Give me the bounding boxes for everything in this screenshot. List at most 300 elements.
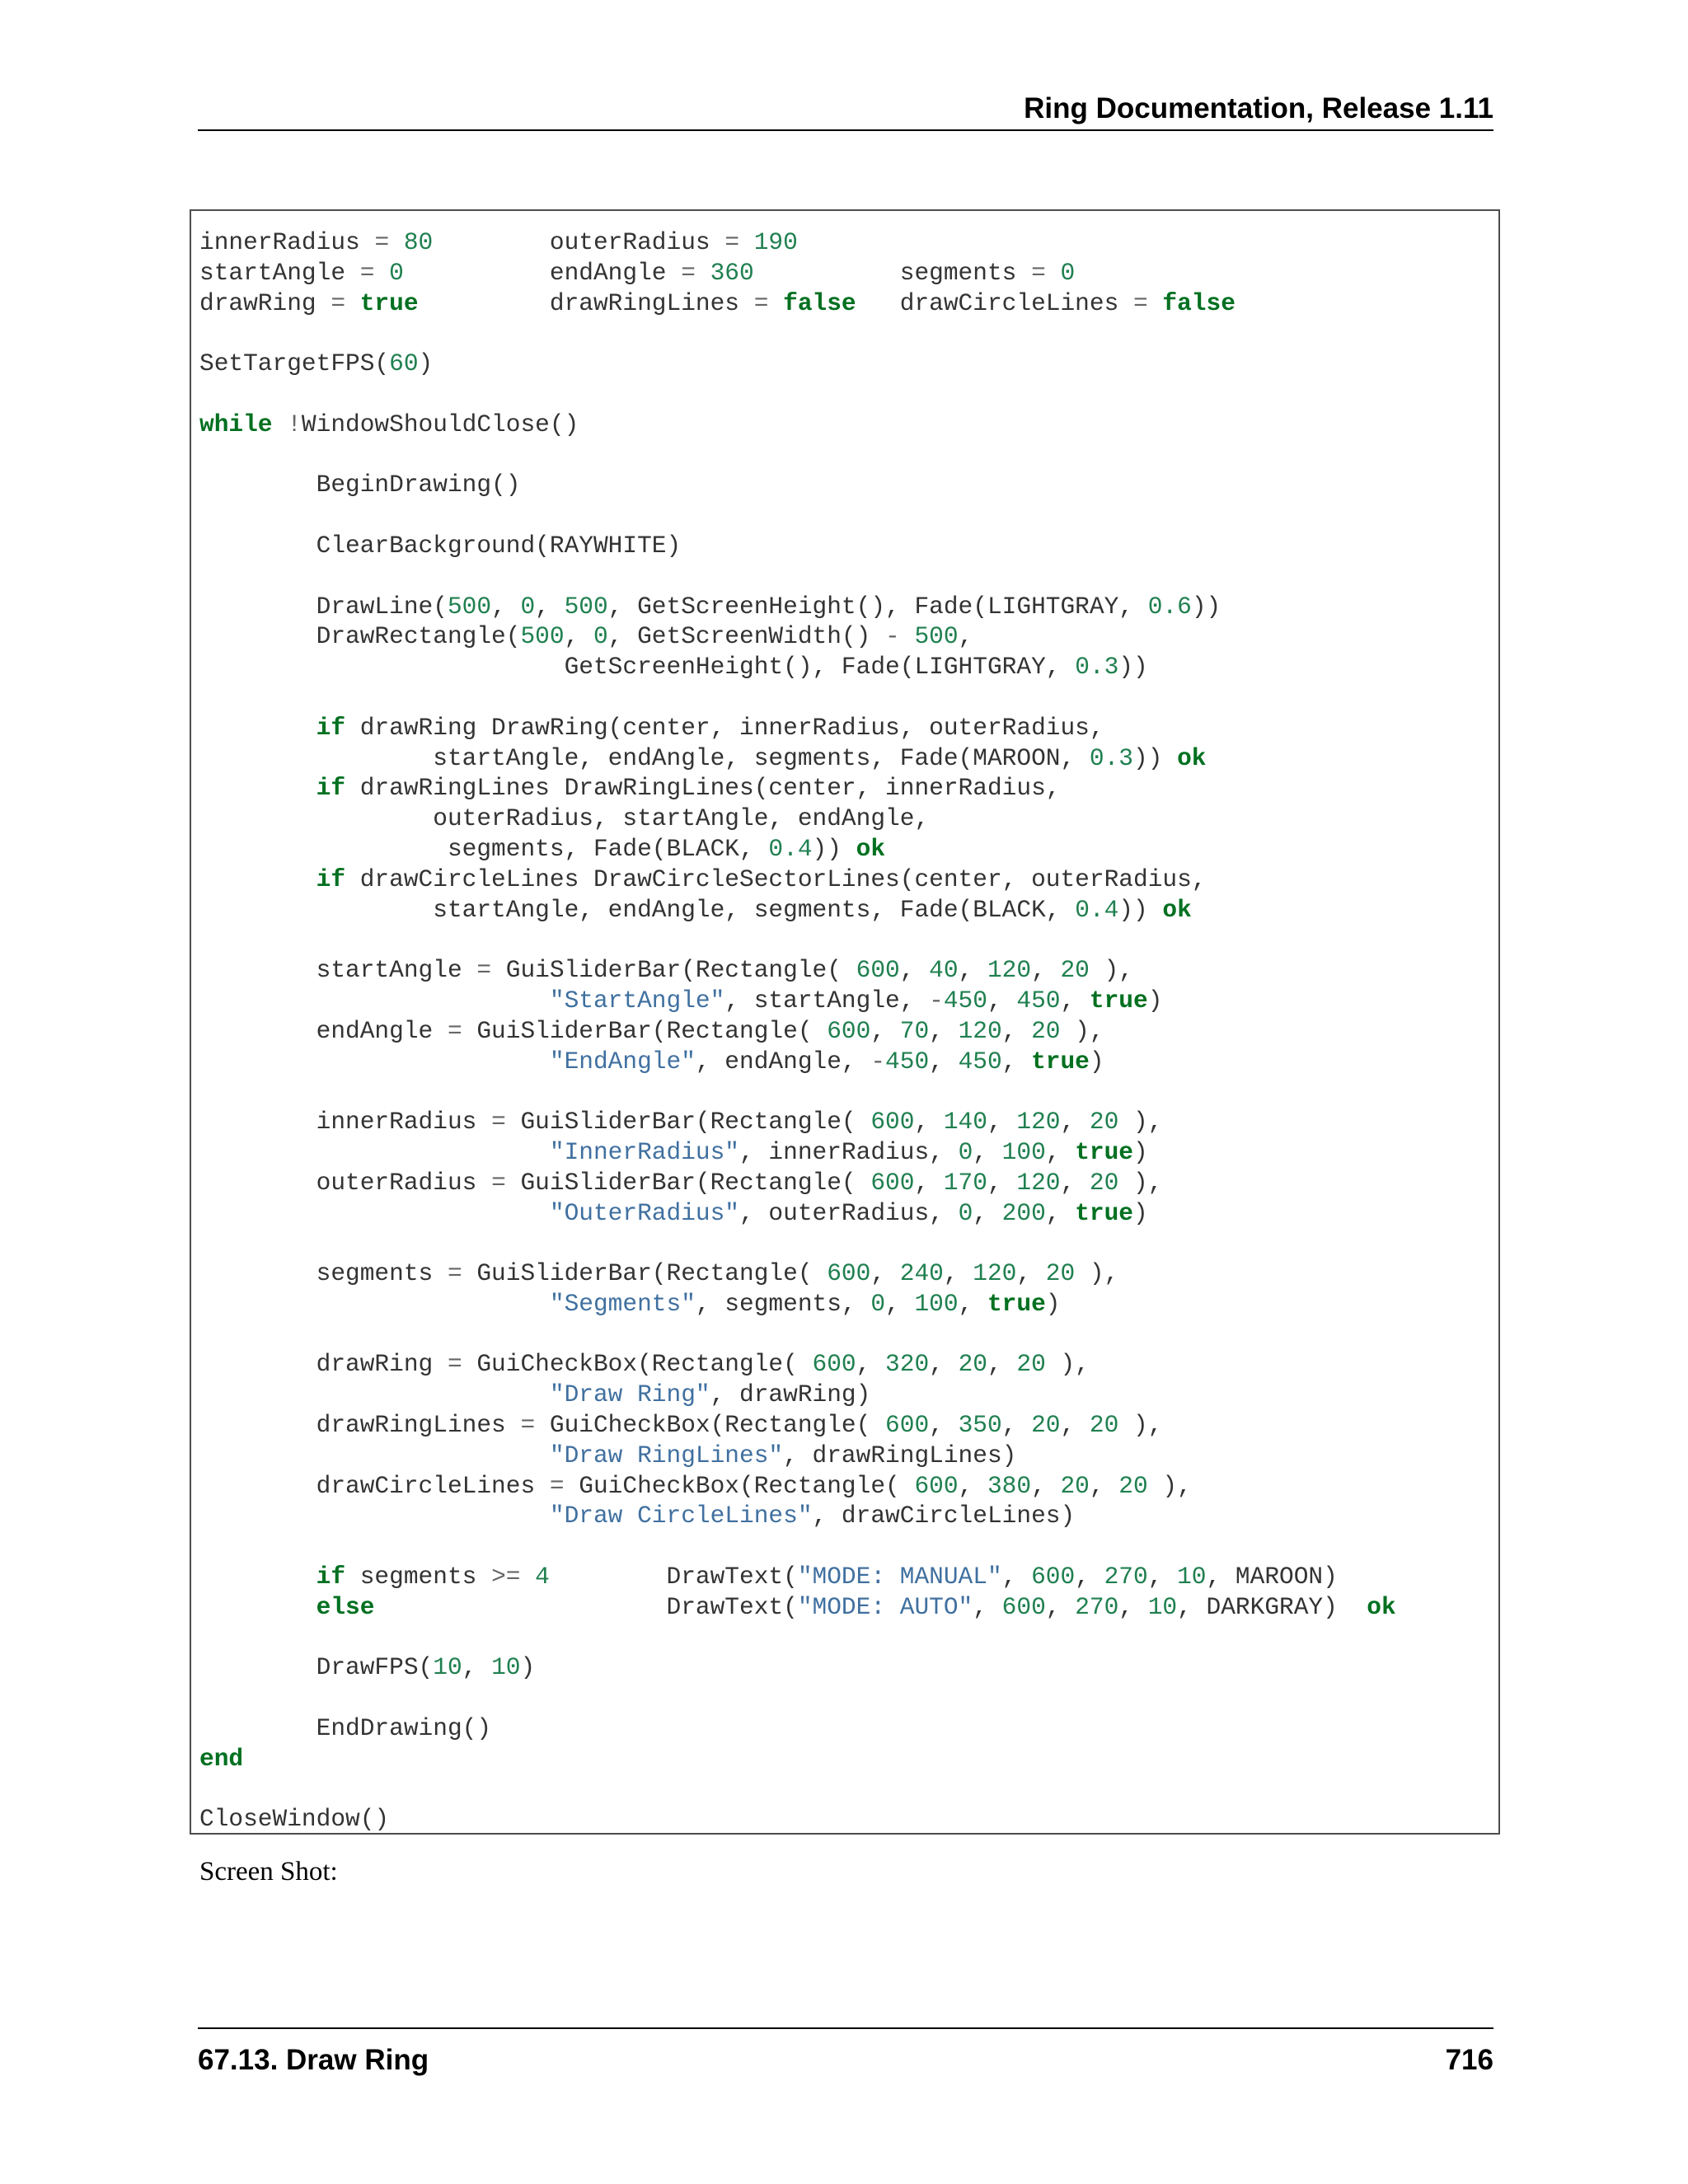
code-token: , <box>929 1047 959 1076</box>
code-token: ok <box>1177 743 1207 772</box>
code-token <box>199 1199 550 1227</box>
code-line <box>199 1319 1396 1350</box>
code-token: , GetScreenHeight(), Fade(LIGHTGRAY, <box>607 592 1148 621</box>
code-token: GuiSliderBar(Rectangle( <box>462 1016 828 1045</box>
code-line <box>199 652 1396 682</box>
code-token: DrawText( <box>374 1592 798 1621</box>
code-token: drawRingLines <box>418 288 754 317</box>
code-line <box>199 834 1396 865</box>
code-token: GuiSliderBar(Rectangle( <box>491 956 856 985</box>
code-token: 20 <box>1089 1411 1119 1440</box>
code-token: 120 <box>973 1259 1017 1288</box>
code-token: 600 <box>1031 1563 1076 1591</box>
code-token: , <box>929 1016 959 1045</box>
code-token: , <box>1060 1108 1090 1137</box>
code-token: 20 <box>1031 1016 1061 1045</box>
code-token: , <box>1147 1563 1178 1591</box>
code-token: 120 <box>1016 1168 1061 1197</box>
code-token: 4 <box>535 1563 550 1591</box>
code-token: "Draw Ring" <box>549 1380 710 1409</box>
code-token: , <box>870 1016 900 1045</box>
code-token: drawRing <box>199 1350 448 1379</box>
code-token: , <box>958 1471 987 1500</box>
code-token: , <box>1060 986 1090 1015</box>
code-token: segments <box>753 258 1032 287</box>
code-token: 600 <box>1001 1592 1046 1621</box>
code-token: 20 <box>1045 1259 1076 1288</box>
code-token: 0 <box>1060 258 1076 287</box>
code-token: 600 <box>870 1108 915 1137</box>
code-token: ), <box>1118 1168 1163 1197</box>
code-token: drawRing <box>199 288 331 317</box>
code-token <box>273 410 288 438</box>
code-token: 20 <box>1060 956 1090 985</box>
code-token: GuiSliderBar(Rectangle( <box>462 1259 828 1288</box>
code-token <box>345 289 360 317</box>
code-token: GuiCheckBox(Rectangle( <box>535 1411 886 1440</box>
code-token: = <box>491 1108 506 1137</box>
code-token: , <box>973 1592 1002 1621</box>
code-token: 120 <box>1016 1108 1061 1137</box>
code-token: 0.6 <box>1147 592 1192 621</box>
code-token: 500 <box>914 622 959 651</box>
code-token: segments <box>199 1259 448 1288</box>
code-token: true <box>1089 986 1148 1015</box>
code-token: false <box>1162 288 1236 317</box>
code-token: if <box>316 1563 346 1591</box>
code-token: 450 <box>885 1047 930 1076</box>
code-token: , <box>958 1289 987 1318</box>
code-token: , <box>1016 1259 1046 1288</box>
code-token: , drawRingLines) <box>783 1441 1017 1469</box>
code-line <box>199 955 1396 986</box>
caption-screen-shot: Screen Shot: <box>199 1857 338 1886</box>
code-token: endAngle <box>199 1016 448 1045</box>
code-token: , <box>462 1653 492 1682</box>
code-token <box>374 259 389 287</box>
code-token: if <box>316 713 346 742</box>
code-token: = <box>520 1411 536 1440</box>
code-token: "MODE: AUTO" <box>797 1592 973 1621</box>
code-line <box>199 349 1396 379</box>
code-line <box>199 470 1396 500</box>
code-token: = <box>549 1471 565 1500</box>
code-token: 350 <box>958 1411 1002 1440</box>
code-token: , <box>1075 1563 1104 1591</box>
code-line <box>199 1774 1396 1805</box>
code-token: )) <box>1191 592 1221 621</box>
code-token: ) <box>418 349 434 378</box>
code-token <box>199 1441 550 1469</box>
code-token: = <box>491 1168 506 1197</box>
code-token: 500 <box>447 592 492 621</box>
code-token: 200 <box>1001 1198 1046 1227</box>
code-token: 40 <box>929 956 959 985</box>
code-token: , <box>564 622 593 651</box>
code-token: , <box>870 1259 900 1288</box>
code-line <box>199 258 1396 288</box>
code-token: true <box>1031 1047 1090 1076</box>
code-token: = <box>1133 288 1148 317</box>
code-line <box>199 500 1396 531</box>
code-token <box>199 1563 316 1591</box>
code-token <box>199 865 316 893</box>
code-token: 600 <box>812 1350 856 1379</box>
code-token: GuiCheckBox(Rectangle( <box>564 1471 915 1500</box>
code-token: 20 <box>1118 1471 1148 1500</box>
code-token: 500 <box>564 592 608 621</box>
code-token: drawRing DrawRing(center, innerRadius, outerRadius, <box>345 713 1104 742</box>
code-token <box>768 289 783 317</box>
code-token: 70 <box>899 1016 930 1045</box>
code-token: 0 <box>389 258 404 287</box>
code-token: DrawFPS( <box>199 1653 434 1682</box>
code-token <box>389 228 404 256</box>
code-line <box>199 1410 1396 1441</box>
code-token: , <box>973 1198 1002 1227</box>
code-token: )) <box>1118 653 1148 682</box>
code-token: 10 <box>1147 1592 1178 1621</box>
code-token: ! <box>287 410 302 438</box>
code-token: ) <box>520 1653 536 1682</box>
code-line <box>199 621 1396 652</box>
code-token: 10 <box>433 1653 462 1682</box>
code-token: true <box>1075 1137 1133 1166</box>
code-token: if <box>316 774 346 803</box>
code-token: , startAngle, <box>724 986 930 1015</box>
code-token: 450 <box>943 986 987 1015</box>
code-token <box>199 1380 550 1408</box>
code-token: 10 <box>1177 1563 1207 1591</box>
code-line <box>199 1804 1396 1835</box>
code-token: true <box>359 288 419 317</box>
code-token: 120 <box>958 1016 1002 1045</box>
code-token: DrawText( <box>549 1563 798 1591</box>
code-token: , innerRadius, <box>739 1137 959 1166</box>
code-token: - <box>885 622 900 651</box>
code-token: 0.3 <box>1075 653 1119 682</box>
code-token: , segments, <box>695 1289 871 1318</box>
code-line <box>199 743 1396 774</box>
code-token: ), <box>1118 1108 1163 1137</box>
code-token <box>199 774 316 802</box>
code-line <box>199 1471 1396 1502</box>
code-token: DrawLine( <box>199 592 448 621</box>
code-token: startAngle <box>199 956 477 985</box>
code-token: segments <box>345 1563 492 1591</box>
code-token: , <box>914 1108 944 1137</box>
code-token: , GetScreenWidth() <box>607 622 886 651</box>
code-token: , <box>1045 1137 1076 1166</box>
code-token: 20 <box>1089 1168 1119 1197</box>
code-token <box>1046 259 1061 287</box>
code-token <box>199 1138 550 1166</box>
code-line <box>199 1531 1396 1562</box>
code-line <box>199 1076 1396 1107</box>
code-line <box>199 318 1396 349</box>
code-token: "InnerRadius" <box>549 1137 740 1166</box>
code-token: 20 <box>1031 1411 1061 1440</box>
code-token: GuiSliderBar(Rectangle( <box>505 1168 871 1197</box>
code-token <box>520 1563 535 1591</box>
code-token: , <box>943 1259 973 1288</box>
code-line <box>199 1349 1396 1380</box>
code-token: )) <box>812 834 856 863</box>
running-header: Ring Documentation, Release 1.11 <box>1024 92 1493 124</box>
code-token: true <box>987 1289 1046 1318</box>
code-token: 600 <box>885 1411 930 1440</box>
code-token <box>199 1502 550 1530</box>
code-token: ClearBackground(RAYWHITE) <box>199 531 682 560</box>
code-line <box>199 1623 1396 1653</box>
code-token <box>199 714 316 742</box>
code-token: GuiCheckBox(Rectangle( <box>462 1350 813 1379</box>
code-line <box>199 865 1396 895</box>
code-token: , <box>1045 1198 1076 1227</box>
code-token: , <box>958 956 987 985</box>
code-token: , outerRadius, <box>739 1198 959 1227</box>
code-token: 60 <box>389 349 419 378</box>
code-line <box>199 1168 1396 1198</box>
code-token: "EndAngle" <box>549 1047 696 1076</box>
code-token: drawCircleLines <box>856 288 1133 317</box>
code-token: outerRadius, startAngle, endAngle, <box>199 804 930 833</box>
code-token: , DARKGRAY) <box>1177 1592 1367 1621</box>
code-token: , <box>1045 1592 1076 1621</box>
code-token: 0.3 <box>1089 743 1133 772</box>
code-token: )) <box>1133 743 1178 772</box>
code-token: 0 <box>958 1137 973 1166</box>
code-token: "StartAngle" <box>549 986 725 1015</box>
code-token: , <box>1001 1047 1032 1076</box>
code-token: , <box>899 956 930 985</box>
code-token: 500 <box>520 622 565 651</box>
code-line <box>199 1562 1396 1592</box>
code-line <box>199 1380 1396 1410</box>
code-token: ), <box>1089 956 1133 985</box>
code-token: 450 <box>958 1047 1002 1076</box>
code-token: CloseWindow() <box>199 1805 390 1834</box>
code-line <box>199 804 1396 834</box>
code-token: , <box>1060 1168 1090 1197</box>
code-token: 450 <box>1016 986 1061 1015</box>
code-token: ), <box>1147 1471 1192 1500</box>
code-token: false <box>783 288 856 317</box>
code-line <box>199 531 1396 561</box>
code-token: 380 <box>987 1471 1032 1500</box>
code-token: = <box>681 258 696 287</box>
code-token: , <box>856 1350 886 1379</box>
code-token: ), <box>1045 1350 1090 1379</box>
code-token: segments, Fade(BLACK, <box>199 834 769 863</box>
code-line <box>199 1107 1396 1137</box>
code-line <box>199 440 1396 471</box>
code-token: 100 <box>914 1289 959 1318</box>
code-token: , MAROON) <box>1206 1563 1338 1591</box>
code-token: , endAngle, <box>695 1047 871 1076</box>
code-line <box>199 1258 1396 1289</box>
code-line <box>199 713 1396 743</box>
code-token: drawCircleLines <box>199 1471 550 1500</box>
code-token: 0.4 <box>1075 895 1119 924</box>
code-token: 20 <box>1016 1350 1046 1379</box>
code-line <box>199 561 1396 592</box>
code-token: 0 <box>593 622 608 651</box>
code-token <box>696 259 710 287</box>
code-token: 0 <box>870 1289 886 1318</box>
code-token: EndDrawing() <box>199 1714 492 1743</box>
code-line <box>199 1137 1396 1168</box>
code-token: ) <box>1133 1137 1148 1166</box>
code-token <box>900 622 915 650</box>
code-token: , drawCircleLines) <box>812 1502 1076 1530</box>
code-token: if <box>316 865 346 893</box>
code-line <box>199 1441 1396 1471</box>
code-token: = <box>447 1016 462 1045</box>
code-token: , <box>1001 1563 1032 1591</box>
code-token: innerRadius <box>199 1108 492 1137</box>
code-token: "OuterRadius" <box>549 1198 740 1227</box>
code-line <box>199 1592 1396 1623</box>
code-token: 120 <box>987 956 1032 985</box>
code-token: ok <box>1162 895 1192 924</box>
code-token: = <box>476 956 492 985</box>
code-line <box>199 1744 1396 1774</box>
code-token: 240 <box>899 1259 944 1288</box>
code-token: 80 <box>403 228 434 256</box>
code-token: ), <box>1060 1016 1104 1045</box>
code-token: - <box>929 986 944 1015</box>
code-token: , <box>1001 1016 1032 1045</box>
code-token: ) <box>1133 1198 1148 1227</box>
code-line <box>199 592 1396 622</box>
code-token: = <box>331 288 346 317</box>
code-token: , <box>973 1137 1002 1166</box>
code-token: outerRadius <box>199 1168 492 1197</box>
code-token: = <box>753 288 769 317</box>
code-line <box>199 1047 1396 1077</box>
code-token: 0 <box>520 592 536 621</box>
code-token: else <box>316 1592 375 1621</box>
code-token: = <box>1031 258 1046 287</box>
code-listing <box>199 227 1396 1835</box>
code-token: startAngle, endAngle, segments, Fade(BLACK, <box>199 895 1076 924</box>
code-token: "MODE: MANUAL" <box>797 1563 1002 1591</box>
code-token: , <box>958 622 973 651</box>
code-line <box>199 773 1396 804</box>
code-token: 20 <box>958 1350 987 1379</box>
code-token: 600 <box>827 1259 871 1288</box>
code-line <box>199 895 1396 926</box>
code-token: outerRadius <box>433 228 725 256</box>
code-token <box>199 987 550 1015</box>
code-line <box>199 1713 1396 1744</box>
code-token: DrawRectangle( <box>199 622 521 651</box>
code-token: 320 <box>885 1350 930 1379</box>
code-token: 0.4 <box>768 834 813 863</box>
code-token: >= <box>491 1563 521 1591</box>
code-line <box>199 1289 1396 1319</box>
code-line <box>199 379 1396 410</box>
code-token: ) <box>1147 986 1163 1015</box>
code-token: 600 <box>856 956 900 985</box>
code-token: 170 <box>943 1168 987 1197</box>
code-token: ) <box>1089 1047 1104 1076</box>
code-token: 270 <box>1075 1592 1119 1621</box>
code-token: "Draw CircleLines" <box>549 1502 813 1530</box>
code-token: drawCircleLines DrawCircleSectorLines(center, outerRadius, <box>345 865 1207 893</box>
code-token: , <box>1001 1411 1032 1440</box>
code-line <box>199 227 1396 258</box>
code-token: endAngle <box>403 258 682 287</box>
code-token: 10 <box>491 1653 521 1682</box>
code-line <box>199 1228 1396 1258</box>
code-token: , <box>885 1289 915 1318</box>
code-token <box>199 1047 550 1076</box>
code-token: BeginDrawing() <box>199 471 521 499</box>
code-token: GuiSliderBar(Rectangle( <box>505 1108 871 1137</box>
code-token <box>1148 289 1163 317</box>
code-token: , <box>1031 1471 1061 1500</box>
code-token: 360 <box>710 258 754 287</box>
header-rule <box>198 129 1493 131</box>
code-token: ), <box>1075 1259 1119 1288</box>
code-line <box>199 1016 1396 1047</box>
code-line <box>199 1501 1396 1531</box>
code-token <box>739 228 754 256</box>
code-token: - <box>870 1047 886 1076</box>
code-line <box>199 682 1396 713</box>
code-token: while <box>199 410 273 438</box>
code-token: 600 <box>827 1016 871 1045</box>
code-token: , <box>987 986 1017 1015</box>
code-token: , <box>929 1350 959 1379</box>
code-token: , <box>1060 1411 1090 1440</box>
code-token: ok <box>1367 1592 1396 1621</box>
code-token: "Draw RingLines" <box>549 1441 784 1469</box>
code-token: , <box>1118 1592 1148 1621</box>
code-token: , <box>491 592 521 621</box>
code-token: 600 <box>870 1168 915 1197</box>
footer-section-title: 67.13. Draw Ring <box>198 2044 429 2076</box>
code-token: startAngle <box>199 258 360 287</box>
code-token: , <box>535 592 565 621</box>
code-token: , drawRing) <box>710 1380 871 1409</box>
code-token: true <box>1075 1198 1133 1227</box>
code-token: "Segments" <box>549 1289 696 1318</box>
code-token: )) <box>1118 895 1163 924</box>
code-token: WindowShouldClose() <box>301 410 579 438</box>
code-token: 100 <box>1001 1137 1046 1166</box>
code-token: 20 <box>1060 1471 1090 1500</box>
code-line <box>199 925 1396 955</box>
code-token: 270 <box>1104 1563 1148 1591</box>
code-token: 190 <box>753 228 798 256</box>
code-token: , <box>929 1411 959 1440</box>
code-token: startAngle, endAngle, segments, Fade(MAROON, <box>199 743 1090 772</box>
code-block <box>190 209 1500 1835</box>
code-token: 140 <box>943 1108 987 1137</box>
code-token: , <box>987 1168 1017 1197</box>
code-token: , <box>914 1168 944 1197</box>
footer-rule <box>198 2027 1493 2029</box>
code-line <box>199 288 1396 319</box>
code-token <box>199 1290 550 1318</box>
code-token: SetTargetFPS( <box>199 349 390 378</box>
code-token: , <box>987 1350 1017 1379</box>
footer-page-number: 716 <box>1445 2044 1493 2076</box>
code-line <box>199 1683 1396 1713</box>
